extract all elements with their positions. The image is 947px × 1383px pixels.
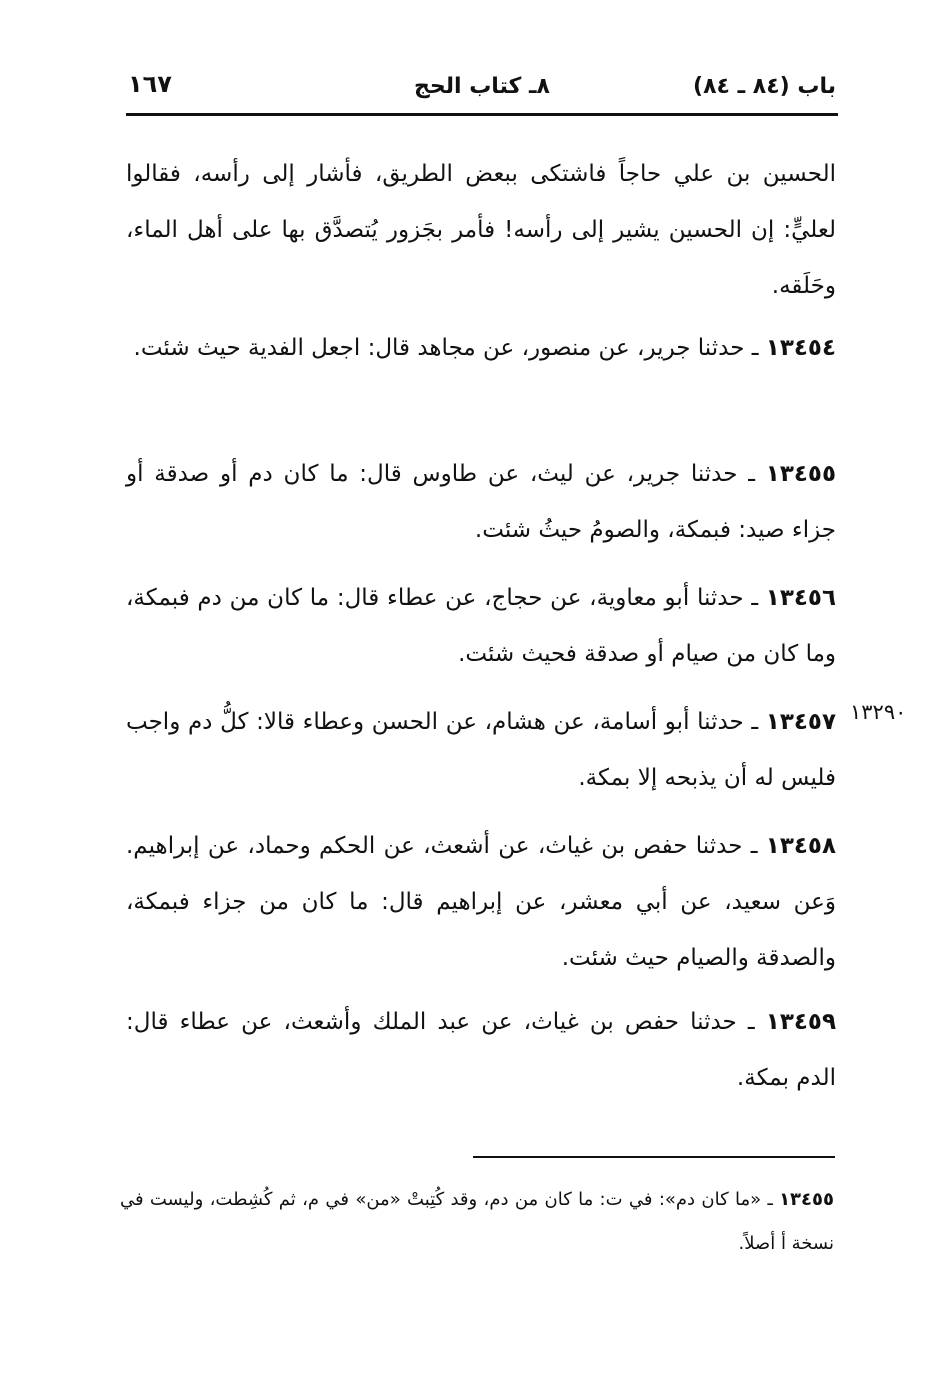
paragraph-text: ـ حدثنا أبو أسامة، عن هشام، عن الحسن وعطاء قالا: كلُّ دم واجب فليس له أن يذبحه إلا بمكة. <box>126 709 836 791</box>
hadith-number: ١٣٤٥٧ <box>765 709 836 735</box>
margin-reference-number: ١٣٢٩٠ <box>850 700 907 724</box>
hadith-number: ١٣٤٥٦ <box>765 585 836 611</box>
paragraph-continuation <box>126 146 836 314</box>
paragraph-text: ـ حدثنا جرير، عن منصور، عن مجاهد قال: اجعل الفدية حيث شئت. <box>133 335 766 361</box>
paragraph-text: الحسين بن علي حاجاً فاشتكى ببعض الطريق، فأشار إلى رأسه، فقالوا لعليٍّ: إن الحسين يشير إلى رأسه! فأمر بجَزور يُتصدَّق بها على أهل الماء، وحَلَقه. <box>126 161 836 299</box>
book-title: ٨ـ كتاب الحج <box>414 74 550 99</box>
header-divider <box>126 113 838 116</box>
hadith-13459 <box>126 994 836 1106</box>
hadith-number: ١٣٤٥٥ <box>765 461 836 487</box>
footnote <box>120 1178 834 1266</box>
paragraph-text: ـ حدثنا أبو معاوية، عن حجاج، عن عطاء قال: ما كان من دم فبمكة، وما كان من صيام أو صدقة فحيث شئت. <box>126 585 836 667</box>
hadith-number: ١٣٤٥٤ <box>765 335 836 361</box>
footnote-divider <box>473 1156 835 1158</box>
paragraph-text: ـ حدثنا جرير، عن ليث، عن طاوس قال: ما كان دم أو صدقة أو جزاء صيد: فبمكة، والصومُ حيثُ شئت. <box>126 461 836 543</box>
hadith-13454 <box>126 320 836 376</box>
hadith-13455 <box>126 446 836 558</box>
footnote-text: ـ «ما كان دم»: في ت: ما كان من دم، وقد كُتِبتْ «من» في م، ثم كُشِطت، وليست في نسخة أ أصلاً. <box>120 1189 834 1254</box>
hadith-number: ١٣٤٥٨ <box>765 833 836 859</box>
hadith-13456 <box>126 570 836 682</box>
chapter-heading: باب (٨٤ ـ ٨٤) <box>693 74 836 99</box>
hadith-13458 <box>126 818 836 986</box>
paragraph-text: ـ حدثنا حفص بن غياث، عن أشعث، عن الحكم وحماد، عن إبراهيم. وَعن سعيد، عن أبي معشر، عن إبراهيم قال: ما كان من جزاء فبمكة، والصدقة والصيام حيث شئت. <box>126 833 836 971</box>
footnote-number: ١٣٤٥٥ <box>779 1189 834 1210</box>
paragraph-text: ـ حدثنا حفص بن غياث، عن عبد الملك وأشعث، عن عطاء قال: الدم بمكة. <box>126 1009 836 1091</box>
page-number: ١٦٧ <box>128 70 172 98</box>
hadith-number: ١٣٤٥٩ <box>765 1009 836 1035</box>
page-header <box>128 62 836 110</box>
hadith-13457 <box>126 694 836 806</box>
